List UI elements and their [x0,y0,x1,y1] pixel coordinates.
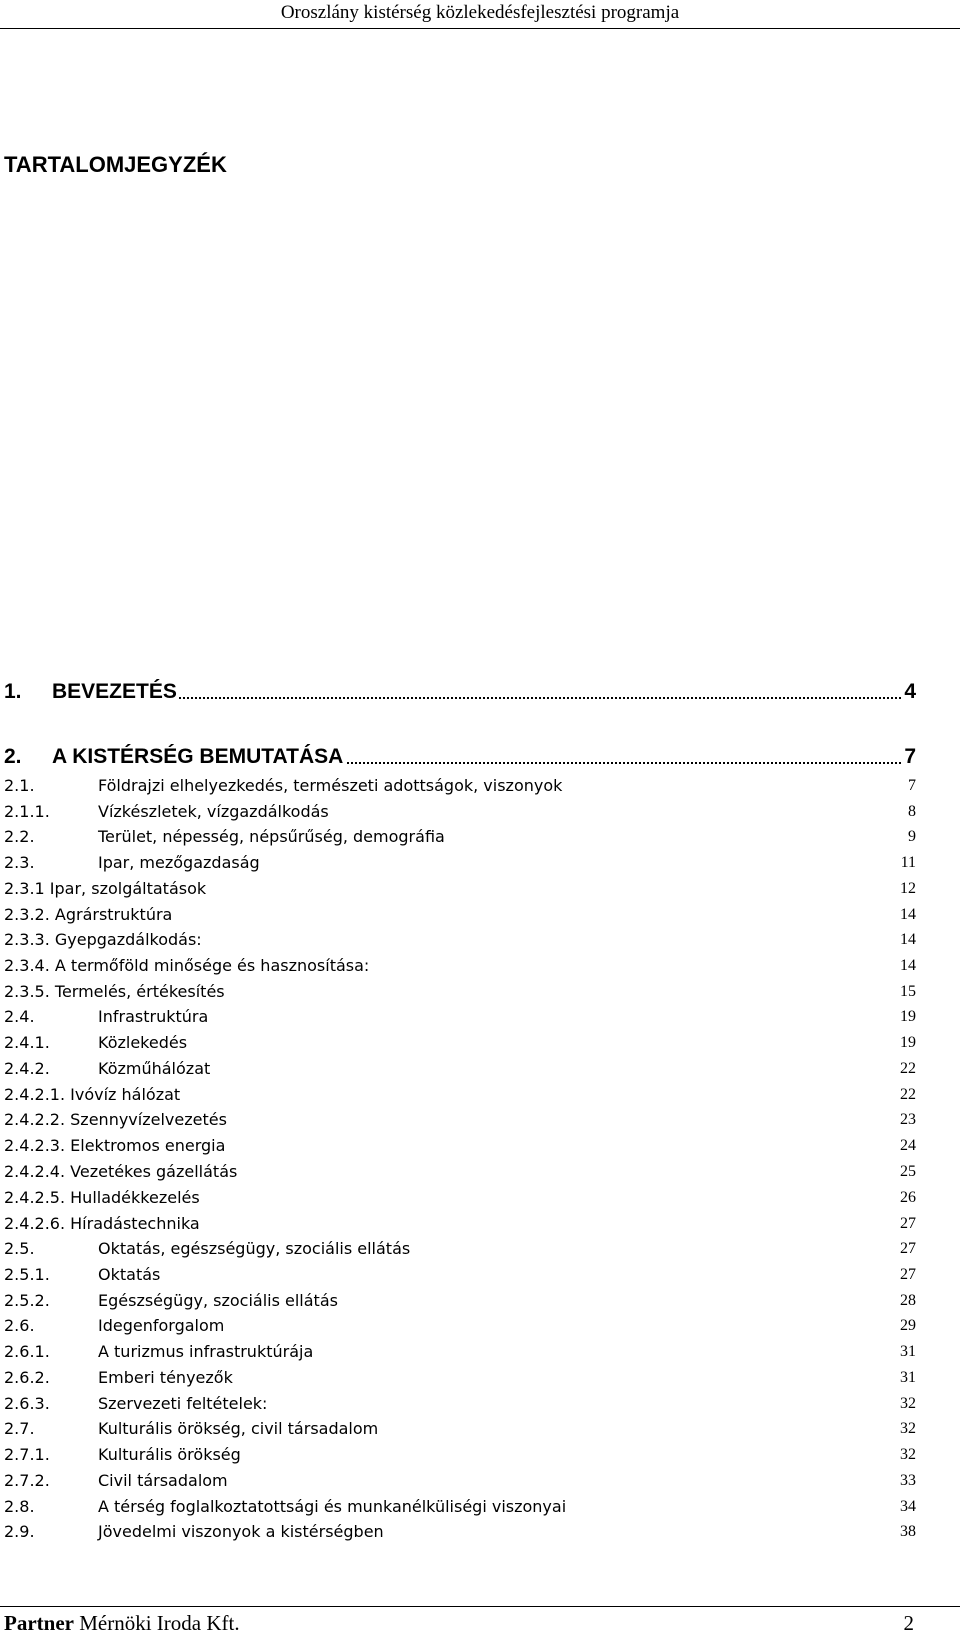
toc-entry[interactable] [0,1289,960,1313]
toc-page: 34 [900,1498,916,1515]
toc-page: 22 [900,1086,916,1103]
toc-entry[interactable] [0,980,960,1004]
toc-number: 2.9. [4,1522,35,1541]
toc-title: 2.3.3. Gyepgazdálkodás: [4,930,202,949]
toc-title: Terület, népesség, népsűrűség, demográfia [98,827,445,846]
toc-title: Emberi tényezők [98,1368,233,1387]
toc-entry[interactable] [0,1443,960,1467]
toc-entry[interactable] [0,1237,960,1261]
toc-page: 25 [900,1163,916,1180]
footer-page-number: 2 [903,1611,914,1635]
toc-page: 27 [900,1215,916,1232]
toc-title: Szervezeti feltételek: [98,1394,268,1413]
toc-page: 32 [900,1446,916,1463]
footer-company-rest: Mérnöki Iroda Kft. [73,1611,240,1635]
toc-title: Ipar, mezőgazdaság [98,853,260,872]
toc-entry[interactable] [0,1108,960,1132]
footer-company-bold: Partner [4,1611,74,1635]
toc-entry[interactable] [0,877,960,901]
toc-page: 31 [900,1369,916,1386]
toc-title: Oktatás [98,1265,161,1284]
toc-page: 32 [900,1395,916,1412]
toc-number: 2.6.1. [4,1342,50,1361]
toc-page: 14 [900,906,916,923]
toc-title: Idegenforgalom [98,1316,225,1335]
toc-title: BEVEZETÉS [52,680,177,703]
toc-page: 9 [908,828,916,845]
toc-title: 2.4.2.4. Vezetékes gázellátás [4,1162,238,1181]
toc-entry[interactable] [0,825,960,849]
dot-leader [56,695,908,699]
toc-page: 28 [900,1292,916,1309]
toc-entry[interactable] [0,903,960,927]
toc-entry[interactable] [0,851,960,875]
toc-page: 38 [900,1523,916,1540]
toc-entry[interactable] [0,1186,960,1210]
toc-page: 15 [900,983,916,1000]
toc-title: Kulturális örökség, civil társadalom [98,1419,379,1438]
toc-title: 2.3.5. Termelés, értékesítés [4,982,225,1001]
toc-number: 2.7. [4,1419,35,1438]
toc-page: 23 [900,1111,916,1128]
toc-number: 2.1. [4,776,35,795]
toc-entry[interactable] [0,1495,960,1519]
page-title: TARTALOMJEGYZÉK [4,152,227,177]
toc-number: 2.4.2. [4,1059,50,1078]
toc-entry[interactable] [0,1083,960,1107]
toc-entry[interactable] [0,1057,960,1081]
toc-page: 32 [900,1420,916,1437]
toc-title: A térség foglalkoztatottsági és munkanélküliségi viszonyai [98,1497,567,1516]
toc-number: 2.8. [4,1497,35,1516]
toc-entry[interactable] [0,745,960,769]
toc-title: Közlekedés [98,1033,188,1052]
toc-page: 12 [900,880,916,897]
toc-entry[interactable] [0,1314,960,1338]
toc-entry[interactable] [0,1134,960,1158]
toc-number: 2.6.3. [4,1394,50,1413]
toc-number: 2.5.2. [4,1291,50,1310]
toc-page: 31 [900,1343,916,1360]
toc-title: Vízkészletek, vízgazdálkodás [98,802,329,821]
toc-title: 2.3.4. A termőföld minősége és hasznosítása: [4,956,370,975]
toc-number: 2.7.1. [4,1445,50,1464]
toc-entry[interactable] [0,1212,960,1236]
toc-number: 2.4. [4,1007,35,1026]
toc-page: 24 [900,1137,916,1154]
toc-page: 7 [908,777,916,794]
toc-entry[interactable] [0,954,960,978]
footer-company [4,1611,240,1636]
toc-page: 14 [900,957,916,974]
toc-number: 2.1.1. [4,802,50,821]
toc-title: Jövedelmi viszonyok a kistérségben [98,1522,384,1541]
toc-title: Földrajzi elhelyezkedés, természeti adottságok, viszonyok [98,776,563,795]
toc-entry[interactable] [0,1340,960,1364]
toc-entry[interactable] [0,1417,960,1441]
toc-number: 2.3. [4,853,35,872]
toc-page: 11 [900,854,916,871]
toc-page: 22 [900,1060,916,1077]
toc-title: Civil társadalom [98,1471,228,1490]
page-footer [0,1606,960,1635]
toc-title: 2.3.2. Agrárstruktúra [4,905,173,924]
toc-page: 19 [900,1034,916,1051]
toc-entry[interactable] [0,1160,960,1184]
toc-entry[interactable] [0,1392,960,1416]
toc-entry[interactable] [0,1263,960,1287]
toc-number: 2.7.2. [4,1471,50,1490]
toc-page: 4 [901,680,916,704]
toc-entry[interactable] [0,1031,960,1055]
toc-page: 27 [900,1240,916,1257]
toc-title: A KISTÉRSÉG BEMUTATÁSA [52,745,344,768]
toc-title: Egészségügy, szociális ellátás [98,1291,338,1310]
toc-entry[interactable] [0,1366,960,1390]
toc-entry[interactable] [0,800,960,824]
toc-number: 2.6. [4,1316,35,1335]
toc-number: 2.4.1. [4,1033,50,1052]
toc-number: 2.6.2. [4,1368,50,1387]
toc-page: 14 [900,931,916,948]
toc-title: Közműhálózat [98,1059,211,1078]
toc-page: 27 [900,1266,916,1283]
toc-entry[interactable] [0,1520,960,1544]
toc-page: 26 [900,1189,916,1206]
toc-page: 29 [900,1317,916,1334]
toc-title: 2.4.2.3. Elektromos energia [4,1136,226,1155]
toc-entry[interactable] [0,1005,960,1029]
toc-title: A turizmus infrastruktúrája [98,1342,314,1361]
toc-title: Infrastruktúra [98,1007,209,1026]
toc-title: Kulturális örökség [98,1445,241,1464]
toc-entry[interactable] [0,680,960,704]
running-header [0,0,960,29]
toc-page: 19 [900,1008,916,1025]
toc-title: 2.4.2.6. Híradástechnika [4,1214,200,1233]
toc-title: 2.4.2.5. Hulladékkezelés [4,1188,200,1207]
toc-number: 2.2. [4,827,35,846]
header-title: Oroszlány kistérség közlekedésfejlesztési programja [280,2,680,23]
toc-title: 2.4.2.1. Ivóvíz hálózat [4,1085,181,1104]
toc-entry[interactable] [0,774,960,798]
toc-page: 8 [908,803,916,820]
toc-entry[interactable] [0,1469,960,1493]
toc-number: 2.5. [4,1239,35,1258]
toc-title: 2.3.1 Ipar, szolgáltatások [4,879,207,898]
toc-number: 2. [4,745,22,768]
toc-title: 2.4.2.2. Szennyvízelvezetés [4,1110,227,1129]
toc-page: 33 [900,1472,916,1489]
toc-number: 1. [4,680,22,703]
toc-title: Oktatás, egészségügy, szociális ellátás [98,1239,411,1258]
toc-number: 2.5.1. [4,1265,50,1284]
toc-entry[interactable] [0,928,960,952]
toc-page: 7 [901,745,916,769]
